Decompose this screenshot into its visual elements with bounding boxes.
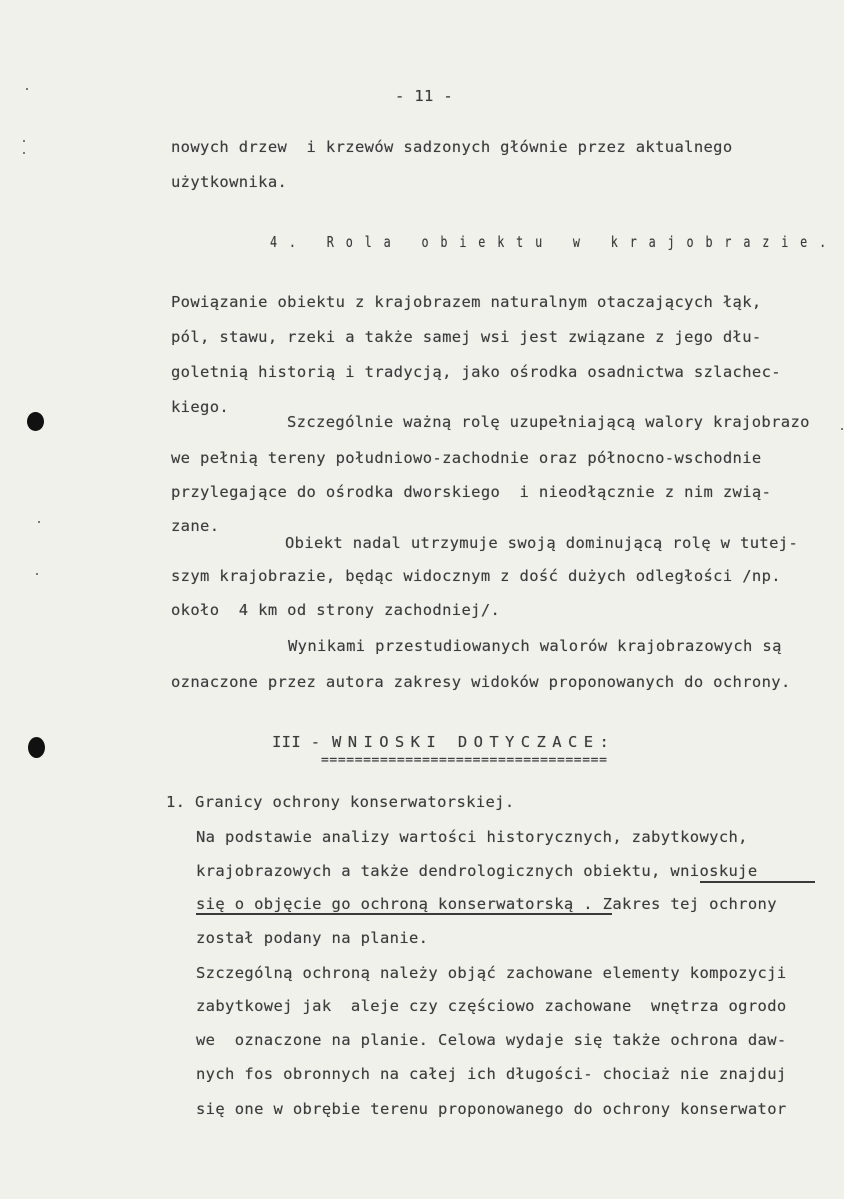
speck-mark xyxy=(23,140,25,142)
speck-mark xyxy=(26,88,28,90)
body-line: kiego. xyxy=(171,398,230,416)
body-line: we oznaczone na planie. Celowa wydaje się także ochrona daw- xyxy=(196,1031,787,1049)
speck-mark xyxy=(36,573,38,575)
subsection-heading: 1. Granicy ochrony konserwatorskiej. xyxy=(166,793,515,811)
body-line: się o objęcie go ochroną konserwatorską . Zakres tej ochrony xyxy=(196,895,777,913)
heading-double-underline: ================================== xyxy=(321,753,608,768)
body-line: Szczególnie ważną rolę uzupełniającą walory krajobrazo xyxy=(287,413,810,431)
section-heading: 4. Rola obiektu w krajobrazie. xyxy=(270,233,839,251)
body-line: Powiązanie obiektu z krajobrazem naturalnym otaczających łąk, xyxy=(171,293,762,311)
speck-mark xyxy=(841,428,843,430)
handwritten-underline xyxy=(196,913,612,915)
punch-hole-upper xyxy=(27,412,44,431)
body-line: goletnią historią i tradycją, jako ośrodka osadnictwa szlachec- xyxy=(171,363,781,381)
body-line: krajobrazowych a także dendrologicznych obiektu, wnioskuje xyxy=(196,862,758,880)
speck-mark xyxy=(38,521,40,523)
body-line: około 4 km od strony zachodniej/. xyxy=(171,601,501,619)
body-line: zabytkowej jak aleje czy częściowo zachowane wnętrza ogrodo xyxy=(196,997,787,1015)
body-line: Na podstawie analizy wartości historycznych, zabytkowych, xyxy=(196,828,748,846)
body-line: szym krajobrazie, będąc widocznym z dość dużych odległości /np. xyxy=(171,567,781,585)
body-line: nych fos obronnych na całej ich długości- chociaż nie znajduj xyxy=(196,1065,787,1083)
body-line: został podany na planie. xyxy=(196,929,429,947)
body-line: Wynikami przestudiowanych walorów krajobrazowych są xyxy=(288,637,782,655)
page-number: - 11 - xyxy=(395,87,454,105)
body-line: przylegające do ośrodka dworskiego i nieodłącznie z nim zwią- xyxy=(171,483,772,501)
section-heading-prefix: III - xyxy=(272,733,321,751)
punch-hole-lower xyxy=(28,737,45,758)
body-line: użytkownika. xyxy=(171,173,288,191)
handwritten-underline xyxy=(700,881,815,883)
body-line: zane. xyxy=(171,517,220,535)
body-line: się one w obrębie terenu proponowanego do ochrony konserwator xyxy=(196,1100,787,1118)
body-line: pól, stawu, rzeki a także samej wsi jest związane z jego dłu- xyxy=(171,328,762,346)
body-line: Szczególną ochroną należy objąć zachowane elementy kompozycji xyxy=(196,964,787,982)
speck-mark xyxy=(23,152,25,154)
body-line: nowych drzew i krzewów sadzonych głównie przez aktualnego xyxy=(171,138,733,156)
section-heading: WNIOSKI DOTYCZACE: xyxy=(332,733,616,751)
body-line: Obiekt nadal utrzymuje swoją dominującą rolę w tutej- xyxy=(285,534,799,552)
body-line: oznaczone przez autora zakresy widoków proponowanych do ochrony. xyxy=(171,673,791,691)
body-line: we pełnią tereny południowo-zachodnie oraz północno-wschodnie xyxy=(171,449,762,467)
